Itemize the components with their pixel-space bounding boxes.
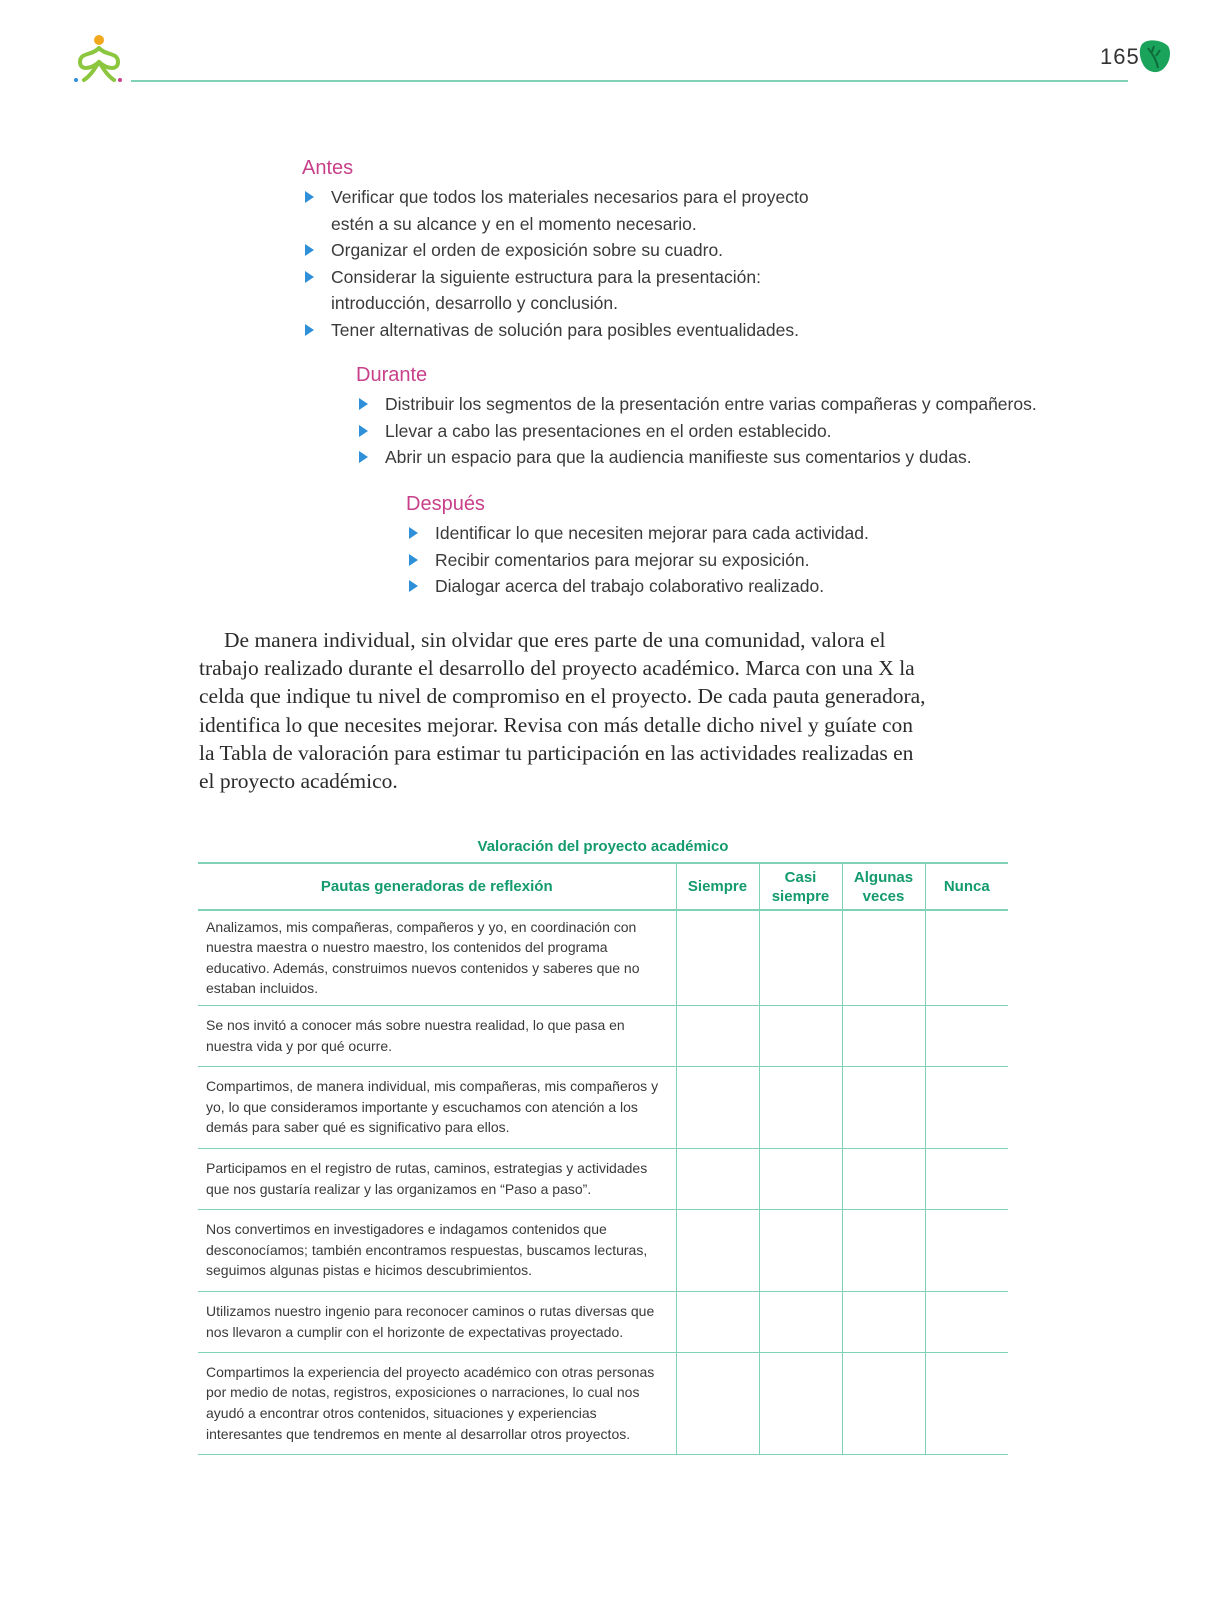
casi-siempre-cell[interactable] (759, 1291, 842, 1352)
list-item (302, 264, 842, 317)
pauta-cell: Se nos invitó a conocer más sobre nuestra realidad, lo que pasa en nuestra vida y por qué ocurre. (198, 1005, 676, 1066)
list-item (302, 317, 842, 344)
table-row (198, 1352, 1008, 1454)
nunca-cell[interactable] (925, 1066, 1008, 1148)
triangle-bullet-icon (359, 398, 368, 410)
table-row (198, 1209, 1008, 1291)
table-row (198, 1066, 1008, 1148)
algunas-veces-cell[interactable] (842, 910, 925, 1005)
nunca-cell[interactable] (925, 910, 1008, 1005)
list-item-text: Identificar lo que necesiten mejorar para cada actividad. (435, 523, 869, 543)
siempre-cell[interactable] (676, 910, 759, 1005)
list-item-text: Considerar la siguiente estructura para la presentación: introducción, desarrollo y conclusión. (331, 266, 761, 313)
table-title: Valoración del proyecto académico (477, 838, 729, 855)
table-row (198, 1291, 1008, 1352)
despues-section (406, 493, 1006, 600)
list-item (406, 573, 1006, 600)
header-algunas-veces: Algunas veces (842, 863, 925, 910)
list-item-text: Llevar a cabo las presentaciones en el orden establecido. (385, 420, 832, 441)
triangle-bullet-icon (409, 527, 418, 539)
algunas-veces-cell[interactable] (842, 1291, 925, 1352)
triangle-bullet-icon (305, 324, 314, 336)
siempre-cell[interactable] (676, 1148, 759, 1209)
nunca-cell[interactable] (925, 1148, 1008, 1209)
list-item-text: Abrir un espacio para que la audiencia manifieste sus comentarios y dudas. (385, 447, 972, 467)
durante-section (356, 364, 1056, 471)
green-leaf-icon (1138, 38, 1172, 74)
header-rule (131, 80, 1128, 82)
algunas-veces-cell[interactable] (842, 1352, 925, 1454)
list-item (356, 444, 1056, 471)
nunca-cell[interactable] (925, 1352, 1008, 1454)
triangle-bullet-icon (359, 425, 368, 437)
triangle-bullet-icon (305, 191, 314, 203)
list-item (406, 547, 1006, 574)
casi-siempre-cell[interactable] (759, 1005, 842, 1066)
list-item (302, 237, 842, 264)
table-row (198, 1148, 1008, 1209)
header-siempre: Siempre (676, 863, 759, 910)
antes-section (302, 157, 842, 343)
triangle-bullet-icon (305, 271, 314, 283)
page-number: 165 (1100, 44, 1140, 69)
list-item-text: Recibir comentarios para mejorar su exposición. (435, 549, 810, 570)
triangle-bullet-icon (409, 580, 418, 592)
siempre-cell[interactable] (676, 1352, 759, 1454)
triangle-bullet-icon (305, 244, 314, 256)
list-item-text: Verificar que todos los materiales necesarios para el proyecto estén a su alcance y en el momento necesario. (331, 187, 809, 234)
algunas-veces-cell[interactable] (842, 1066, 925, 1148)
nunca-cell[interactable] (925, 1209, 1008, 1291)
pauta-cell: Nos convertimos en investigadores e indagamos contenidos que desconocíamos; también encontramos respuestas, buscamos lecturas, seguimos algunas pistas e hicimos descubrimientos. (198, 1209, 676, 1291)
pauta-cell: Analizamos, mis compañeras, compañeros y yo, en coordinación con nuestra maestra o nuestro maestro, los contenidos del programa educativo. Además, construimos nuevos contenidos y saberes que no estaban incluidos. (198, 910, 676, 1005)
triangle-bullet-icon (359, 451, 368, 463)
pauta-cell: Compartimos, de manera individual, mis compañeras, mis compañeros y yo, lo que consideramos importante y escuchamos con atención a los demás para saber qué es significativo para ellos. (198, 1066, 676, 1148)
header-casi-siempre: Casi siempre (759, 863, 842, 910)
table-row (198, 1005, 1008, 1066)
list-item (302, 184, 842, 237)
table-row (198, 910, 1008, 1005)
casi-siempre-cell[interactable] (759, 1209, 842, 1291)
despues-list (406, 520, 1006, 600)
antes-list (302, 184, 842, 343)
table-header-row (198, 863, 1008, 910)
algunas-veces-cell[interactable] (842, 1005, 925, 1066)
algunas-veces-cell[interactable] (842, 1148, 925, 1209)
durante-heading: Durante (356, 364, 428, 386)
algunas-veces-cell[interactable] (842, 1209, 925, 1291)
siempre-cell[interactable] (676, 1291, 759, 1352)
list-item-text: Tener alternativas de solución para posibles eventualidades. (331, 319, 799, 340)
antes-heading: Antes (302, 157, 354, 179)
list-item (356, 391, 1056, 418)
list-item-text: Organizar el orden de exposición sobre su cuadro. (331, 240, 724, 260)
nunca-cell[interactable] (925, 1005, 1008, 1066)
list-item-text: Distribuir los segmentos de la presentación entre varias compañeras y compañeros. (385, 394, 1037, 414)
siempre-cell[interactable] (676, 1066, 759, 1148)
pauta-cell: Compartimos la experiencia del proyecto académico con otras personas por medio de notas, registros, exposiciones o narraciones, lo cual nos ayudó a encontrar otros contenidos, situaciones y experiencias interesantes que tendremos en mente al desarrollar otros proyectos. (198, 1352, 676, 1454)
header-pautas: Pautas generadoras de reflexión (198, 863, 676, 910)
triangle-bullet-icon (409, 554, 418, 566)
nunca-cell[interactable] (925, 1291, 1008, 1352)
list-item-text: Dialogar acerca del trabajo colaborativo realizado. (435, 576, 825, 596)
siempre-cell[interactable] (676, 1209, 759, 1291)
casi-siempre-cell[interactable] (759, 1352, 842, 1454)
header-nunca: Nunca (925, 863, 1008, 910)
despues-heading: Después (406, 493, 485, 515)
butterfly-logo-icon (72, 32, 126, 86)
casi-siempre-cell[interactable] (759, 1066, 842, 1148)
valoracion-table (198, 862, 1008, 1455)
instructions-paragraph: De manera individual, sin olvidar que eres parte de una comunidad, valora el trabajo realizado durante el desarrollo del proyecto académico. Marca con una X la celda que indique tu nivel de compromiso en el proyecto. De cada pauta generadora, identifica lo que necesites mejorar. Revisa con más detalle dicho nivel y guíate con la Tabla de valoración para estimar tu participación en las actividades realizadas en el proyecto académico. (199, 628, 926, 794)
list-item (406, 520, 1006, 547)
pauta-cell: Participamos en el registro de rutas, caminos, estrategias y actividades que nos gustaría realizar y las organizamos en “Paso a paso”. (198, 1148, 676, 1209)
siempre-cell[interactable] (676, 1005, 759, 1066)
casi-siempre-cell[interactable] (759, 1148, 842, 1209)
pauta-cell: Utilizamos nuestro ingenio para reconocer caminos o rutas diversas que nos llevaron a cumplir con el horizonte de expectativas proyectado. (198, 1291, 676, 1352)
casi-siempre-cell[interactable] (759, 910, 842, 1005)
durante-list (356, 391, 1056, 471)
list-item (356, 418, 1056, 445)
